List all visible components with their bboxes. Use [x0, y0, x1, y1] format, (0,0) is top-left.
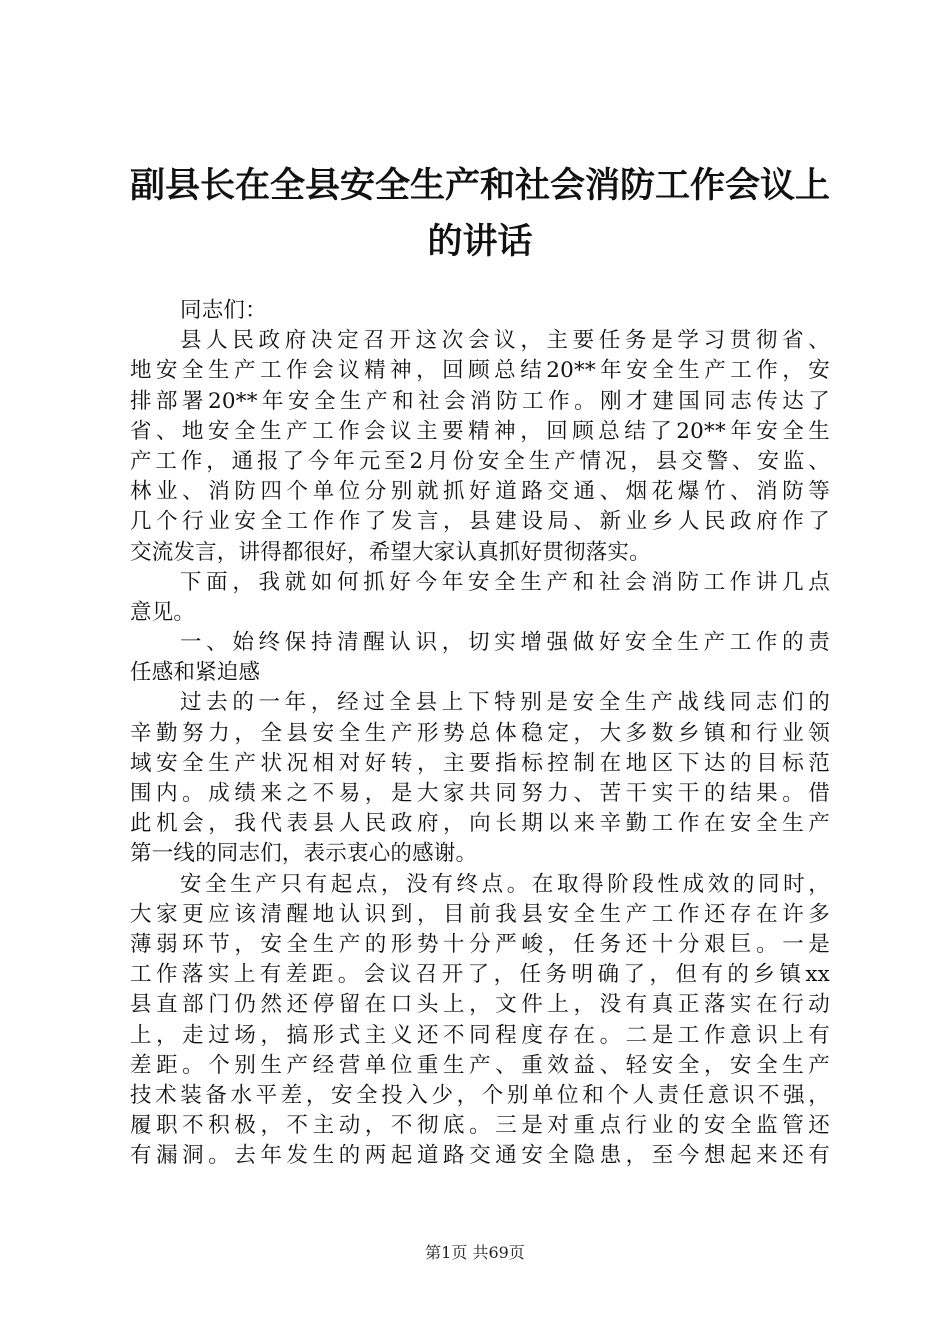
page-number-footer: 第1页 共69页	[425, 1243, 525, 1262]
body-text-line: 意见。	[130, 599, 196, 625]
body-text-line: 安全生产只有起点，没有终点。在取得阶段性成效的同时，	[180, 871, 830, 897]
body-text-line: 任感和紧迫感	[130, 660, 261, 686]
body-text-line: 围内。成绩来之不易，是大家共同努力、苦干实干的结果。借	[130, 781, 830, 806]
body-text-line: 几个行业安全工作作了发言，县建设局、新业乡人民政府作了	[130, 509, 830, 535]
body-text-line: 大家更应该清醒地认识到，目前我县安全生产工作还存在许多	[130, 901, 830, 927]
body-text-line: 差距。个别生产经营单位重生产、重效益、轻安全，安全生产	[130, 1052, 830, 1078]
body-text-line: 辛勤努力，全县安全生产形势总体稳定，大多数乡镇和行业领	[130, 720, 830, 746]
body-text-line: 域安全生产状况相对好转，主要指标控制在地区下达的目标范	[130, 750, 830, 776]
document-title	[110, 158, 850, 270]
title-line-1: 副县长在全县安全生产和社会消防工作会议上	[129, 166, 830, 206]
body-text-line: 排部署20**年安全生产和社会消防工作。刚才建国同志传达了	[130, 388, 830, 414]
body-text-line: 县直部门仍然还停留在口头上，文件上，没有真正落实在行动	[130, 992, 830, 1018]
body-text-line: 第一线的同志们，表示衷心的感谢。	[130, 841, 478, 867]
body-text-line: 下面，我就如何抓好今年安全生产和社会消防工作讲几点	[180, 569, 830, 595]
body-text-line: 一、始终保持清醒认识，切实增强做好安全生产工作的责	[180, 630, 830, 656]
body-text-line: 县人民政府决定召开这次会议，主要任务是学习贯彻省、	[180, 328, 830, 354]
title-line-2: 的讲话	[427, 222, 533, 262]
body-text-line: 此机会，我代表县人民政府，向长期以来辛勤工作在安全生产	[130, 811, 830, 837]
body-text-line: 产工作，通报了今年元至2月份安全生产情况，县交警、安监、	[130, 448, 830, 474]
body-text-line: 工作落实上有差距。会议召开了，任务明确了，但有的乡镇xx	[130, 962, 830, 988]
body-text-line: 履职不积极，不主动，不彻底。三是对重点行业的安全监管还	[130, 1113, 830, 1139]
document-body	[130, 296, 830, 1171]
body-text-line: 地安全生产工作会议精神，回顾总结20**年安全生产工作，安	[130, 358, 830, 384]
body-text-line: 技术装备水平差，安全投入少，个别单位和个人责任意识不强，	[130, 1082, 830, 1108]
body-text-line: 上，走过场，搞形式主义还不同程度存在。二是工作意识上有	[130, 1022, 830, 1048]
body-text-line: 薄弱环节，安全生产的形势十分严峻，任务还十分艰巨。一是	[130, 931, 830, 957]
body-text-line: 有漏洞。去年发生的两起道路交通安全隐患，至今想起来还有	[130, 1143, 830, 1169]
body-text-line: 省、地安全生产工作会议主要精神，回顾总结了20**年安全生	[130, 418, 830, 444]
body-text-line: 林业、消防四个单位分别就抓好道路交通、烟花爆竹、消防等	[130, 479, 830, 505]
body-text-line: 同志们：	[180, 298, 267, 323]
body-text-line: 交流发言，讲得都很好，希望大家认真抓好贯彻落实。	[130, 539, 651, 565]
body-text-line: 过去的一年，经过全县上下特别是安全生产战线同志们的	[180, 690, 830, 716]
